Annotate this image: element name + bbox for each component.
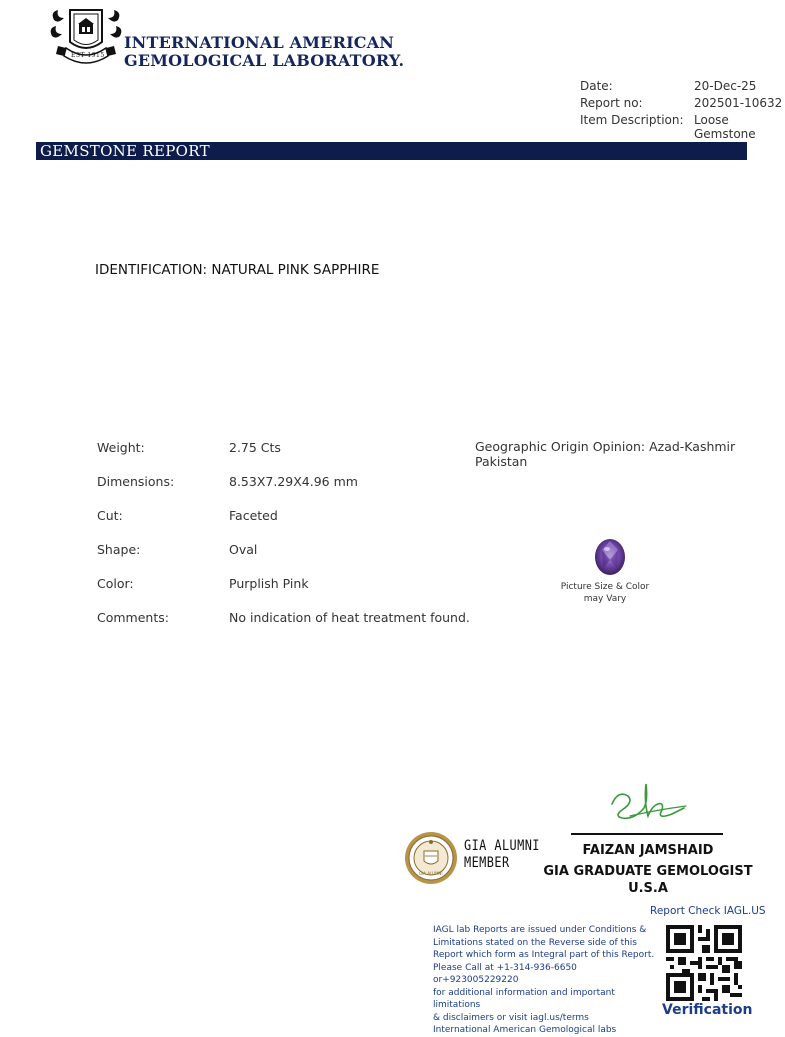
disclaimer-line: Please Call at +1-314-936-6650 or+923005229220 (433, 962, 577, 985)
lab-name-line2: GEMOLOGICAL LABORATORY. (124, 51, 405, 70)
meta-date-value: 20-Dec-25 (694, 79, 757, 93)
disclaimer-line: IAGL lab Reports are issued under Conditions & (433, 925, 647, 935)
lab-name-line1: INTERNATIONAL AMERICAN (124, 33, 395, 52)
signatory-title: GIA GRADUATE GEMOLOGIST U.S.A (543, 864, 753, 896)
disclaimer-line: Limitations stated on the Reverse side of this (433, 937, 637, 948)
color-value: Purplish Pink (229, 576, 309, 591)
meta-item-description-value: Loose Gemstone (694, 113, 756, 141)
weight-label: Weight: (97, 440, 145, 455)
signatory (530, 842, 766, 897)
lab-name (124, 34, 404, 70)
signatory-name: FAIZAN JAMSHAID (582, 843, 714, 858)
shape-value: Oval (229, 542, 258, 557)
verification-qr-code[interactable] (666, 925, 742, 1001)
gia-alumni-seal-text: GIA ALUMNI (419, 871, 443, 876)
shape-label: Shape: (97, 542, 141, 557)
gia-alumni-line1: GIA ALUMNI (464, 838, 540, 854)
disclaimer-line: Report which form as Integral part of this Report. (433, 950, 655, 960)
verification-label: Verification (662, 1002, 753, 1018)
color-label: Color: (97, 576, 134, 591)
identification-line: IDENTIFICATION: NATURAL PINK SAPPHIRE (95, 262, 380, 278)
report-title-banner (36, 142, 747, 160)
picture-disclaimer (545, 581, 665, 605)
geographic-origin: Geographic Origin Opinion: Azad-Kashmir Pakistan (475, 439, 736, 469)
meta-report-no-label: Report no: (580, 96, 643, 110)
meta-report-no-value: 202501-10632 (694, 96, 783, 110)
cut-value: Faceted (229, 508, 278, 523)
signature-graphic (600, 776, 690, 832)
disclaimer-line: International American Gemological labs (433, 1025, 617, 1035)
dimensions-label: Dimensions: (97, 474, 175, 489)
report-check-link[interactable]: Report Check IAGL.US (650, 905, 766, 917)
logo-seal-text: EST 1915 (71, 52, 105, 59)
dimensions-value: 8.53X7.29X4.96 mm (229, 474, 358, 489)
cut-label: Cut: (97, 508, 123, 523)
meta-date-label: Date: (580, 79, 613, 93)
gemstone-image (594, 538, 626, 576)
comments-label: Comments: (97, 610, 169, 625)
report-disclaimer (433, 924, 663, 1037)
gia-alumni-badge (464, 838, 540, 872)
weight-value: 2.75 Cts (229, 440, 281, 455)
gia-alumni-seal (404, 829, 458, 887)
report-title: GEMSTONE REPORT (40, 142, 210, 160)
meta-item-description-label: Item Description: (580, 113, 684, 127)
gia-alumni-line2: MEMBER (464, 855, 510, 871)
signature-line (571, 833, 723, 835)
lab-logo-emblem (48, 6, 124, 70)
picture-disclaimer-line1: Picture Size & Color (560, 582, 650, 592)
disclaimer-line: & disclaimers or visit iagl.us/terms (433, 1012, 589, 1023)
picture-disclaimer-line2: may Vary (583, 594, 627, 604)
comments-value: No indication of heat treatment found. (229, 610, 470, 625)
disclaimer-line: for additional information and important limitations (433, 987, 615, 1010)
